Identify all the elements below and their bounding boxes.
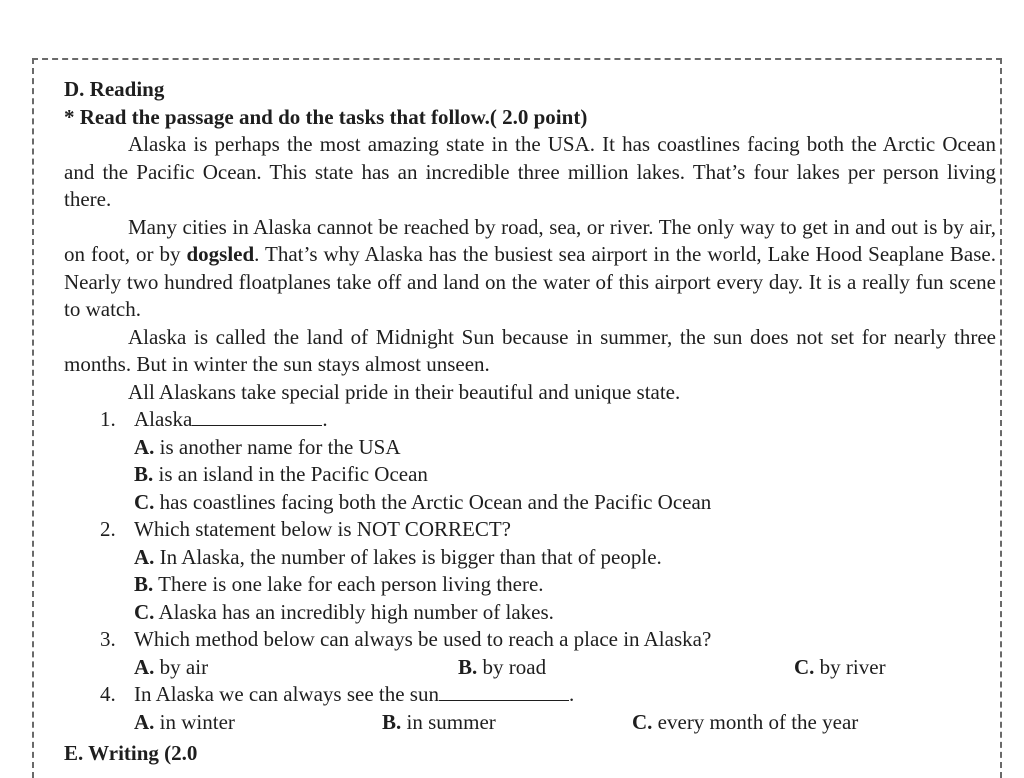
option-b[interactable] [134,461,428,489]
passage-paragraph-4: All Alaskans take special pride in their beautiful and unique state. [128,379,681,404]
option-text: Alaska has an incredibly high number of lakes. [154,599,554,624]
option-a[interactable] [134,709,382,737]
question-1 [64,406,996,434]
option-b[interactable] [458,654,794,682]
question-4 [64,681,996,709]
question-text [134,406,328,434]
option-text: in winter [154,709,235,734]
question-stem: In Alaska we can always see the sun [134,682,439,706]
option-a[interactable] [134,654,458,682]
p2-text-before: Many cities in Alaska cannot be reached by road, sea, or river. The only way to get in and out is by air, on foot, or by [64,214,996,266]
option-text: by road [477,654,547,679]
option-b[interactable] [382,709,632,737]
option-row [64,599,996,627]
question-number: 4. [100,682,116,706]
option-text: by river [814,654,886,679]
option-text: every month of the year [652,709,859,734]
option-letter: B. [458,654,478,679]
question-number: 3. [100,627,116,651]
question-list [64,406,996,736]
question-stem: Alaska [134,407,193,431]
section-title: D. Reading [64,77,165,101]
option-letter: B. [382,709,402,734]
p2-text-after: . That’s why Alaska has the busiest sea airport in the world, Lake Hood Seaplane Base. Nearly two hundred floatplanes take off and land on the water of this airport every day. It is a really fun scene to watch. [64,242,996,321]
option-row [64,489,996,517]
question-text: Which statement below is NOT CORRECT? [134,517,511,541]
option-a[interactable] [134,544,662,572]
option-letter: C. [794,654,815,679]
option-text: is an island in the Pacific Ocean [153,462,428,486]
option-letter: A. [134,709,155,734]
option-c[interactable] [134,489,711,517]
option-letter: A. [134,654,155,679]
option-letter: B. [134,462,154,486]
question-text [134,681,574,709]
option-row [64,709,996,737]
reading-section [64,76,996,736]
question-text: Which method below can always be used to reach a place in Alaska? [134,627,712,651]
option-row [64,434,996,462]
p2-bold-word: dogsled [186,242,255,266]
question-punct: . [322,407,328,431]
option-row [64,571,996,599]
option-text: has coastlines facing both the Arctic Ocean and the Pacific Ocean [154,489,712,514]
option-letter: C. [134,489,155,514]
option-text: There is one lake for each person living there. [153,572,544,596]
question-3 [64,626,996,654]
option-b[interactable] [134,571,544,599]
question-number: 1. [100,407,116,431]
option-c[interactable] [794,654,886,682]
option-text: by air [154,654,209,679]
answer-blank[interactable] [439,682,569,701]
question-2 [64,516,996,544]
option-row [64,461,996,489]
option-c[interactable] [134,599,554,627]
option-letter: B. [134,572,154,596]
instruction: * Read the passage and do the tasks that follow.( 2.0 point) [64,104,588,129]
option-a[interactable] [134,434,401,462]
passage-paragraph-3: Alaska is called the land of Midnight Sun because in summer, the sun does not set for nearly three months. But in winter the sun stays almost unseen. [64,324,996,376]
passage-paragraph-1: Alaska is perhaps the most amazing state in the USA. It has coastlines facing both the Arctic Ocean and the Pacific Ocean. This state has an incredible three million lakes. That’s four lakes per person living there. [64,132,996,211]
option-letter: A. [134,434,155,459]
option-letter: C. [632,709,653,734]
option-c[interactable] [632,709,858,737]
question-punct: . [568,682,575,706]
option-text: In Alaska, the number of lakes is bigger than that of people. [154,544,662,569]
option-text: in summer [401,709,496,734]
answer-blank[interactable] [192,407,322,426]
option-row [64,654,996,682]
option-row [64,544,996,572]
passage-paragraph-2 [64,214,996,324]
option-text: is another name for the USA [154,434,401,459]
option-letter: C. [134,599,155,624]
question-number: 2. [100,517,116,541]
next-section-title-cut: E. Writing (2.0 [64,741,198,765]
option-letter: A. [134,544,155,569]
